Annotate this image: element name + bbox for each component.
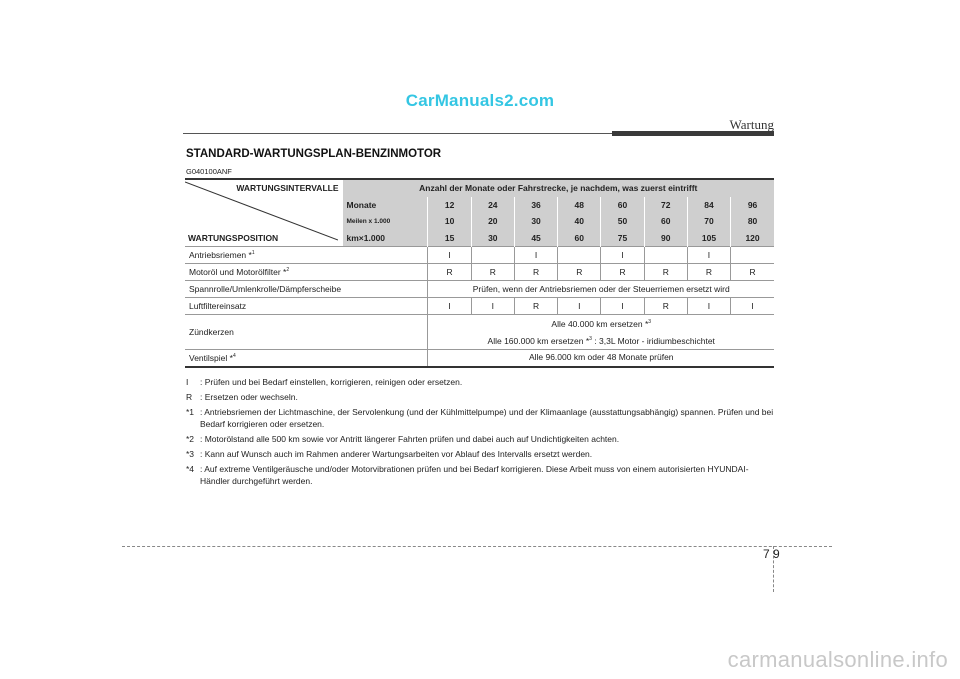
row-name-tensioner: Spannrolle/Umlenkrolle/Dämpferscheibe bbox=[185, 281, 428, 298]
span-title: Anzahl der Monate oder Fahrstrecke, je nachdem, was zuerst eintrifft bbox=[343, 179, 774, 197]
table-cell: I bbox=[601, 298, 644, 315]
merged-text: : 3,3L Motor - iridiumbeschichtet bbox=[591, 335, 715, 346]
watermark-logo: CarManuals2.com bbox=[405, 91, 555, 110]
row-name-drive-belt bbox=[185, 247, 428, 264]
row-name-engine-oil bbox=[185, 264, 428, 281]
table-row bbox=[185, 315, 774, 350]
km-value: 75 bbox=[601, 229, 644, 246]
table-cell: I bbox=[428, 298, 471, 315]
months-value: 12 bbox=[428, 197, 471, 213]
months-value: 60 bbox=[601, 197, 644, 213]
footnote-text: : Motorölstand alle 500 km sowie vor Antritt längerer Fahrten prüfen und dabei auch auf Undichtigkeiten achten. bbox=[200, 434, 620, 444]
km-value: 105 bbox=[687, 229, 730, 246]
miles-value: 50 bbox=[601, 213, 644, 229]
km-value: 60 bbox=[558, 229, 601, 246]
merged-cell bbox=[428, 315, 774, 350]
table-cell: R bbox=[428, 264, 471, 281]
footer-rule bbox=[122, 546, 832, 547]
table-row bbox=[185, 247, 774, 264]
footnote-text: : Antriebsriemen der Lichtmaschine, der Servolenkung (und der Kühlmittelpumpe) und der Klimaanlage (ausstattungsabhängig) spannen. Prüfen und bei Bedarf korrigieren oder ersetzen. bbox=[200, 407, 774, 429]
footnote bbox=[186, 463, 776, 487]
footnote-text: : Ersetzen oder wechseln. bbox=[200, 392, 298, 402]
row-label: Antriebsriemen * bbox=[189, 250, 252, 260]
merged-text: Alle 40.000 km ersetzen * bbox=[551, 318, 649, 329]
footnote-key: R bbox=[186, 392, 193, 402]
table-cell: I bbox=[471, 298, 514, 315]
table-row bbox=[185, 349, 774, 367]
months-label: Monate bbox=[343, 197, 428, 213]
footnote-text: : Auf extreme Ventilgeräusche und/oder Motorvibrationen prüfen und bei Bedarf korrigieren. Diese Arbeit muss von einem autorisierten HYUNDAI-Händler durchgeführt werden. bbox=[200, 464, 749, 486]
km-value: 120 bbox=[731, 229, 774, 246]
table-cell: R bbox=[601, 264, 644, 281]
footnote-key: I bbox=[186, 377, 189, 387]
row-label: Motoröl und Motorölfilter * bbox=[189, 267, 287, 277]
table-cell bbox=[471, 247, 514, 264]
table-cell: R bbox=[514, 298, 557, 315]
footnote-marker: 1 bbox=[251, 250, 255, 257]
section-title: STANDARD-WARTUNGSPLAN-BENZINMOTOR bbox=[186, 148, 442, 160]
document-code: G040100ANF bbox=[186, 167, 232, 176]
table-cell bbox=[731, 247, 774, 264]
merged-cell: Alle 96.000 km oder 48 Monate prüfen bbox=[428, 349, 774, 367]
months-value: 96 bbox=[731, 197, 774, 213]
miles-value: 20 bbox=[471, 213, 514, 229]
table-cell: R bbox=[687, 264, 730, 281]
footnote bbox=[186, 448, 776, 460]
page-number: 7 9 bbox=[763, 547, 780, 561]
footnote bbox=[186, 376, 776, 388]
table-row bbox=[185, 281, 774, 298]
table-row bbox=[185, 298, 774, 315]
table-cell: I bbox=[731, 298, 774, 315]
table-cell: I bbox=[558, 298, 601, 315]
miles-value: 10 bbox=[428, 213, 471, 229]
km-value: 15 bbox=[428, 229, 471, 246]
table-cell: I bbox=[687, 298, 730, 315]
footnote-marker: 3 bbox=[589, 335, 592, 342]
table-cell: R bbox=[558, 264, 601, 281]
km-value: 90 bbox=[644, 229, 687, 246]
table-cell: I bbox=[514, 247, 557, 264]
footnote-key: *2 bbox=[186, 434, 195, 444]
maintenance-table bbox=[185, 178, 774, 368]
months-value: 72 bbox=[644, 197, 687, 213]
spark-plug-line-2 bbox=[428, 332, 774, 349]
months-value: 24 bbox=[471, 197, 514, 213]
corner-position-label: WARTUNGSPOSITION bbox=[188, 233, 279, 243]
table-cell: I bbox=[428, 247, 471, 264]
footnote bbox=[186, 391, 776, 403]
footnote-marker: 3 bbox=[648, 319, 652, 325]
footnote-key: *3 bbox=[186, 449, 195, 459]
corner-intervals-label: WARTUNGSINTERVALLE bbox=[236, 183, 339, 193]
miles-value: 70 bbox=[687, 213, 730, 229]
row-name-spark-plugs: Zündkerzen bbox=[185, 315, 428, 350]
km-label: km×1.000 bbox=[343, 229, 428, 246]
merged-cell: Prüfen, wenn der Antriebsriemen oder der Steuerriemen ersetzt wird bbox=[428, 281, 774, 298]
footnote-marker: 4 bbox=[232, 352, 236, 359]
miles-label: Meilen x 1.000 bbox=[343, 213, 428, 229]
table-cell: R bbox=[644, 298, 687, 315]
months-value: 48 bbox=[558, 197, 601, 213]
footnote-marker: 2 bbox=[286, 267, 290, 274]
miles-value: 80 bbox=[731, 213, 774, 229]
footnotes bbox=[186, 376, 776, 490]
row-label: Ventilspiel * bbox=[189, 352, 233, 363]
km-value: 45 bbox=[514, 229, 557, 246]
table-corner-cell bbox=[185, 179, 343, 247]
footnote-text: : Prüfen und bei Bedarf einstellen, korrigieren, reinigen oder ersetzen. bbox=[200, 377, 463, 387]
miles-value: 40 bbox=[558, 213, 601, 229]
table-cell: R bbox=[731, 264, 774, 281]
miles-value: 60 bbox=[644, 213, 687, 229]
watermark-footer: carmanualsonline.info bbox=[727, 647, 948, 672]
header-rule bbox=[183, 133, 612, 134]
table-cell: R bbox=[644, 264, 687, 281]
table-cell: R bbox=[471, 264, 514, 281]
months-value: 36 bbox=[514, 197, 557, 213]
table-row bbox=[185, 264, 774, 281]
table-cell: I bbox=[687, 247, 730, 264]
table-cell: R bbox=[514, 264, 557, 281]
km-value: 30 bbox=[471, 229, 514, 246]
table-cell: I bbox=[601, 247, 644, 264]
table-cell bbox=[558, 247, 601, 264]
row-name-valve-clearance bbox=[185, 349, 428, 367]
table-header-row bbox=[185, 179, 774, 197]
footnote-key: *1 bbox=[186, 407, 195, 417]
footnote bbox=[186, 433, 776, 445]
footnote-key: *4 bbox=[186, 464, 195, 474]
footnote-text: : Kann auf Wunsch auch im Rahmen anderer Wartungsarbeiten vor Ablauf des Intervalls ersetzt werden. bbox=[200, 449, 593, 459]
footnote bbox=[186, 406, 776, 430]
spark-plug-line-1 bbox=[428, 315, 774, 332]
chapter-title: Wartung bbox=[729, 117, 774, 132]
table-cell bbox=[644, 247, 687, 264]
months-value: 84 bbox=[687, 197, 730, 213]
merged-text: Alle 160.000 km ersetzen * bbox=[487, 335, 590, 346]
row-name-air-filter: Luftfiltereinsatz bbox=[185, 298, 428, 315]
miles-value: 30 bbox=[514, 213, 557, 229]
